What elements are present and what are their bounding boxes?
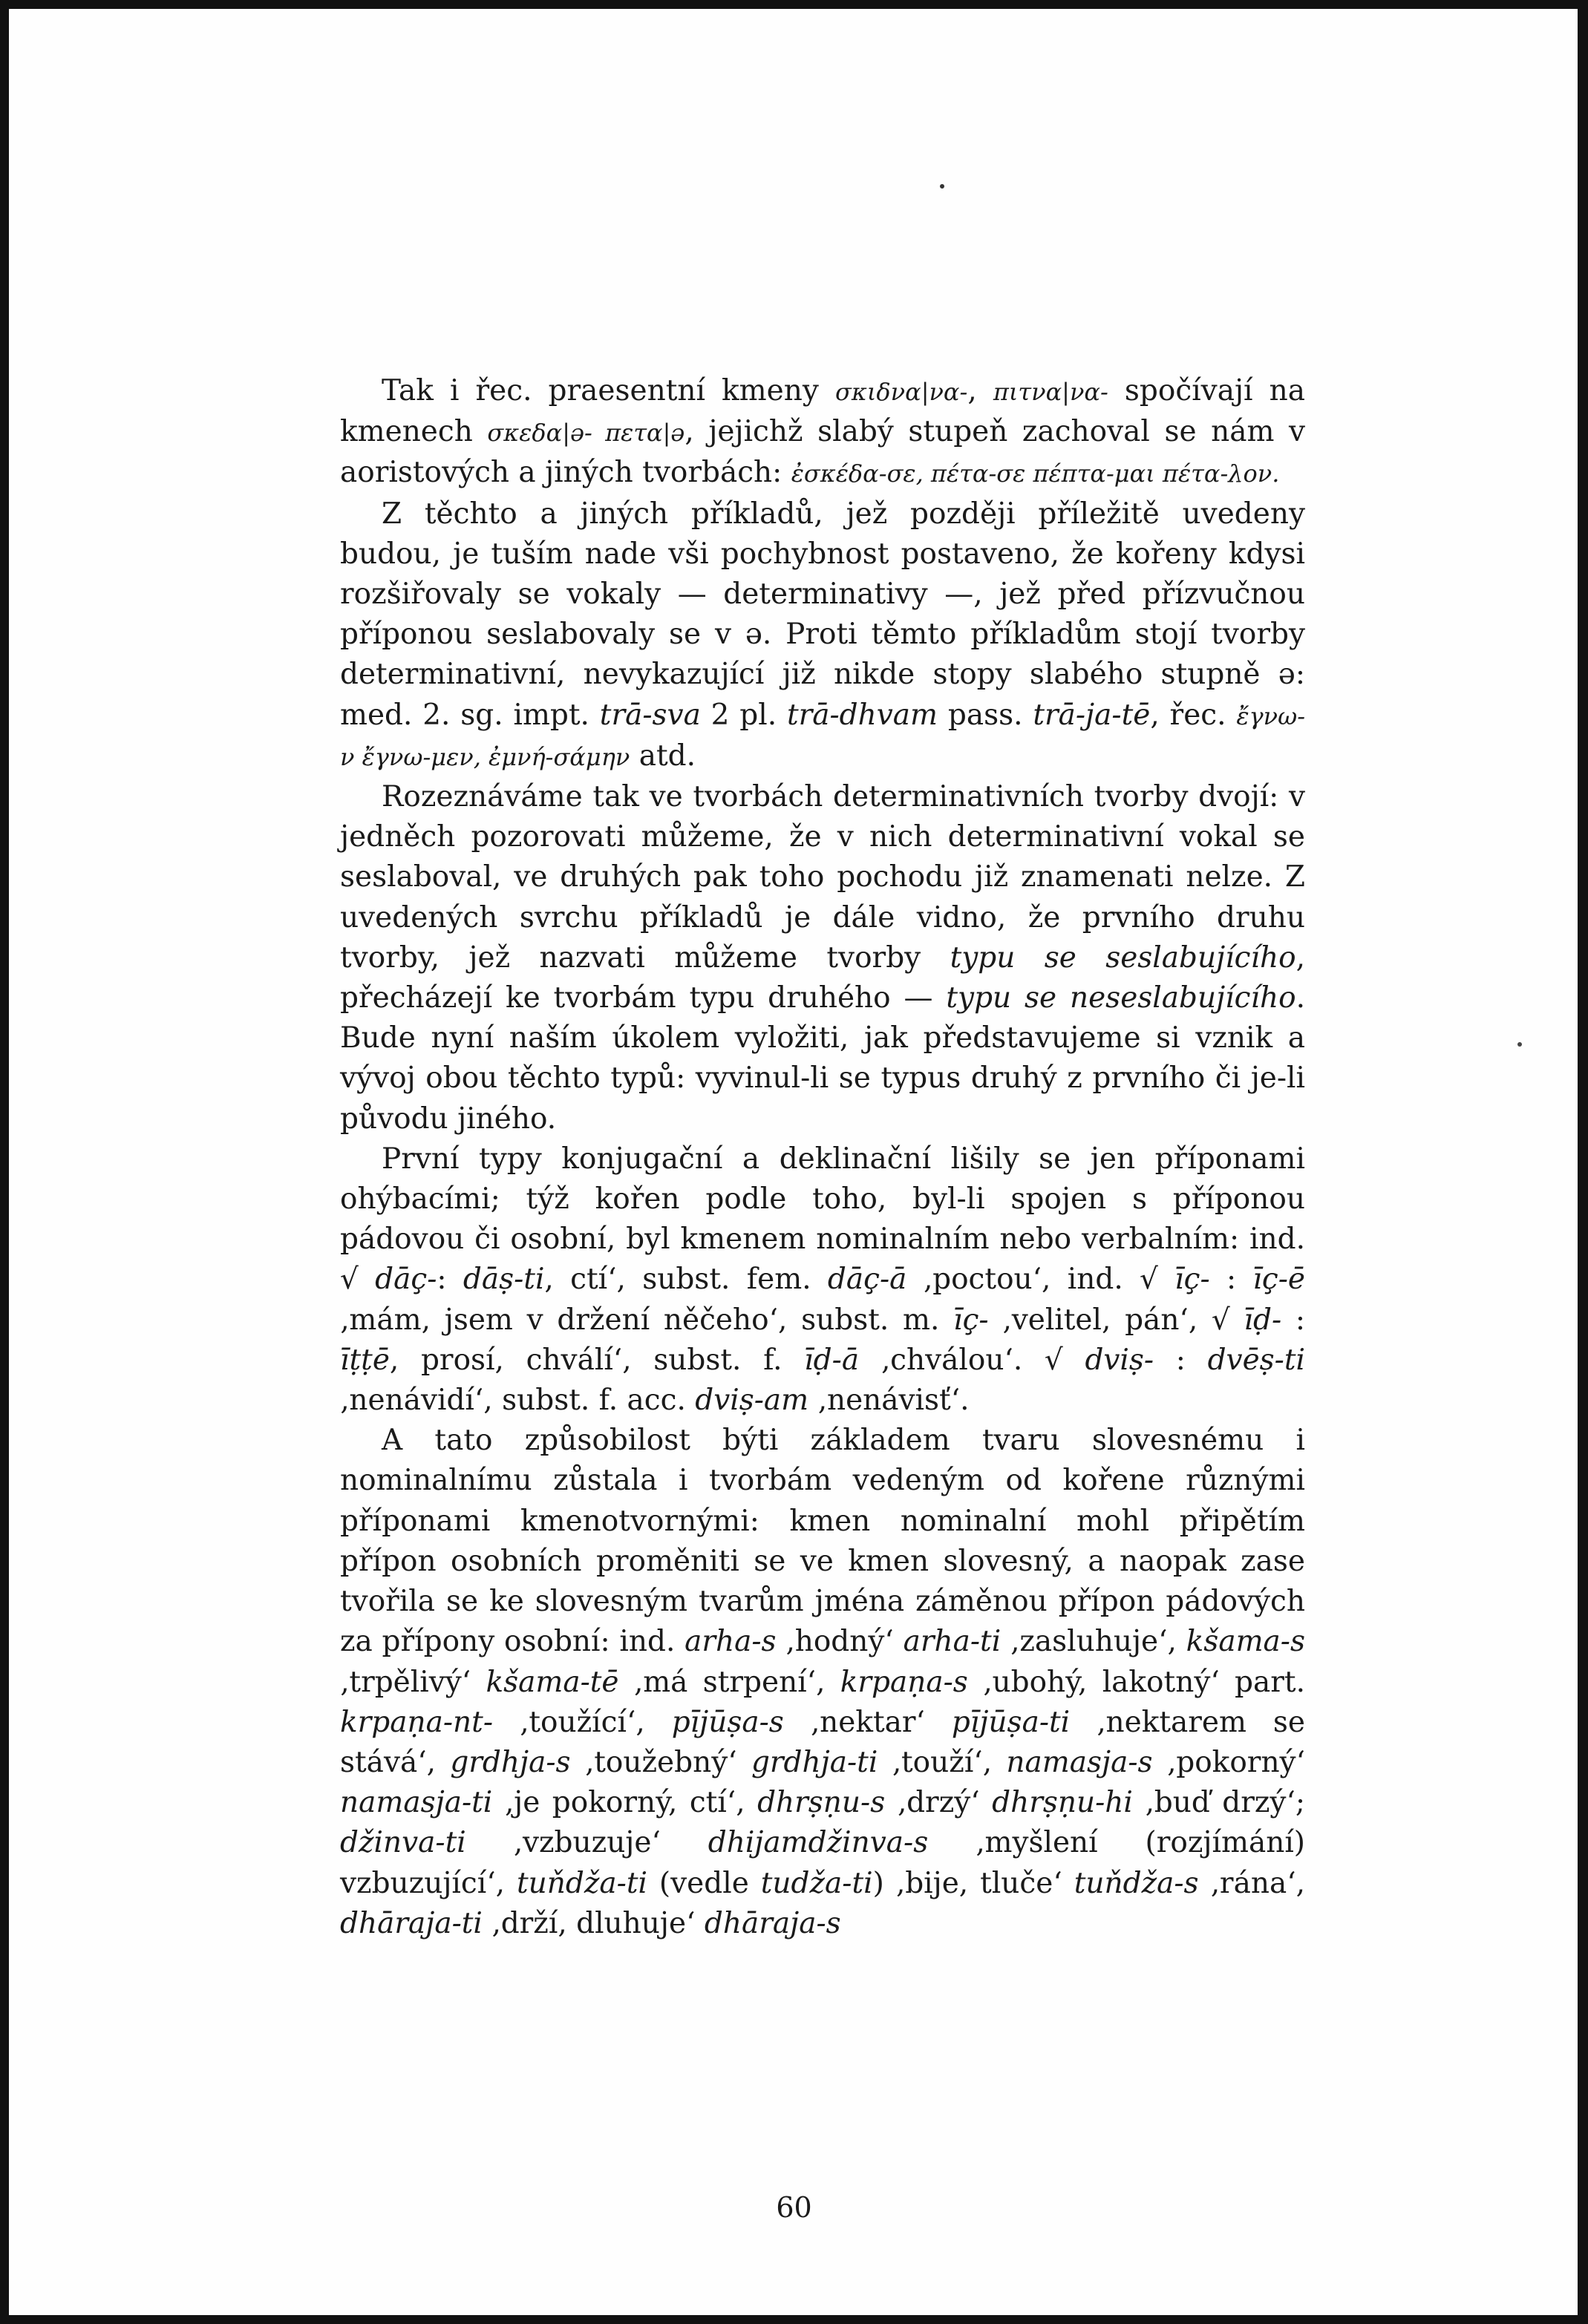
text-run: , (967, 374, 993, 407)
text-run: , přecházejí ke tvorbám typu druhého — (340, 940, 1305, 1015)
italic-text: dhāraja-ti (340, 1906, 483, 1940)
text-run: 2 pl. (700, 698, 787, 732)
text-run: ‚má strpení‘, (618, 1665, 840, 1699)
italic-text: namasja-ti (340, 1786, 493, 1820)
text-run: : (1154, 1343, 1208, 1377)
text-run: pass. (938, 698, 1033, 732)
italic-text: pījūṣa-ti (951, 1705, 1071, 1739)
paragraph (340, 1421, 1305, 1944)
text-run: ‚pokorný‘ (1152, 1745, 1305, 1779)
text-run: ‚touží‘, (878, 1745, 1007, 1779)
italic-text: dhijamdžinva-s (708, 1826, 929, 1860)
italic-text: trā-dhvam (786, 698, 938, 732)
text-run: , řec. (1150, 698, 1237, 732)
text-run: (vedle (647, 1866, 761, 1900)
speck (1517, 1042, 1522, 1047)
paragraph (340, 371, 1305, 494)
text-run: ‚vzbuzuje‘ (465, 1826, 708, 1860)
italic-text: džinva-ti (340, 1826, 466, 1860)
italic-text: tudža-ti (760, 1866, 873, 1900)
italic-text: dhāraja-s (704, 1906, 841, 1940)
text-run: : (1209, 1263, 1253, 1297)
italic-text: tuňdža-ti (516, 1866, 647, 1900)
text-run: ‚hodný‘ (776, 1625, 904, 1659)
text-run: ‚nektar‘ (783, 1705, 952, 1739)
text-run: ‚nenávisť‘. (808, 1384, 970, 1418)
speck (940, 184, 944, 189)
text-run: , ctí‘, subst. fem. (544, 1263, 828, 1297)
paragraph (340, 494, 1305, 777)
text-run: První typy konjugační a deklinační lišily se jen příponami ohýbacími; týž kořen podle toho, byl-li spojen s příponou pádovou či osobní, byl kmenem nominalním nebo verbalním: ind. √ (340, 1142, 1305, 1297)
italic-text: dviṣ-am (695, 1384, 809, 1418)
italic-text: krpaṇa-s (840, 1665, 968, 1699)
greek-text: σκεδα|ə- πετα|ə (487, 419, 685, 448)
text-run: Z těchto a jiných příkladů, jež později příležitě uvedeny budou, je tuším nade vši pochybnost postaveno, že kořeny kdysi rozšiřovaly se vokaly — determinativy —, jež před přízvučnou příponou seslabovaly se v ə. Proti těmto příkladům stojí tvorby determinativní, nevykazující již nikde stopy slabého stupně ə: med. 2. sg. impt. (340, 497, 1305, 732)
italic-text: typu se seslabujícího (950, 940, 1296, 975)
italic-text: īḍ- (1244, 1303, 1282, 1337)
text-run: ‚rána‘, (1198, 1866, 1305, 1900)
text-run: ‚mám, jsem v držení něčeho‘, subst. m. (340, 1303, 954, 1337)
italic-text: dvēṣ-ti (1207, 1343, 1305, 1377)
italic-text: arha-s (684, 1625, 777, 1659)
text-run: atd. (630, 739, 696, 773)
text-run: : (437, 1263, 463, 1297)
text-run: ‚je pokorný, ctí‘, (492, 1786, 758, 1820)
text-run: Tak i řec. praesentní kmeny (382, 374, 835, 407)
italic-text: pījūṣa-s (671, 1705, 784, 1739)
italic-text: trā-sva (599, 698, 701, 732)
text-run: ‚toužící‘, (493, 1705, 672, 1739)
text-run: ‚chválou‘. √ (859, 1343, 1085, 1377)
text-run: ‚nenávidí‘, subst. f. acc. (340, 1384, 696, 1418)
page-number: 60 (776, 2191, 812, 2224)
text-run: ‚ubohý, lakotný‘ part. (967, 1665, 1305, 1699)
italic-text: dāṣ-ti (463, 1263, 545, 1297)
text-run: , jejichž slabý stupeň zachoval se nám v aoristových a jiných tvorbách: (340, 415, 1306, 490)
text-run: ‚buď drzý‘; (1132, 1786, 1305, 1820)
italic-text: dāç- (375, 1263, 437, 1297)
italic-text: arha-ti (903, 1625, 1002, 1659)
text-run: , prosí, chválí‘, subst. f. (389, 1343, 805, 1377)
italic-text: tuňdža-s (1074, 1866, 1199, 1900)
text-run: ‚trpělivý‘ (340, 1665, 486, 1699)
text-run: Rozeznáváme tak ve tvorbách determinativních tvorby dvojí: v jedněch pozorovati můžeme, že v nich determinativní vokal se seslaboval, ve druhých pak toho pochodu již znamenati nelze. Z uvedených svrchu příkladů je dále vidno, že prvního druhu tvorby, jež nazvati můžeme tvorby (340, 780, 1305, 975)
text-run: A tato způsobilost býti základem tvaru slovesnému i nominalnímu zůstala i tvorbám vedeným od kořene různými příponami kmenotvornými: kmen nominalní mohl připětím přípon osobních proměniti se ve kmen slovesný, a naopak zase tvořila se ke slovesným tvarům jména záměnou přípon pádových za přípony osobní: ind. (340, 1424, 1305, 1659)
text-run: spočívají na kmenech (340, 374, 1305, 449)
italic-text: dāç-ā (827, 1263, 907, 1297)
text-run: : (1281, 1303, 1305, 1337)
text-run: ‚zasluhuje‘, (1001, 1625, 1186, 1659)
italic-text: dhrṣṇu-hi (992, 1786, 1133, 1820)
italic-text: krpaṇa-nt- (340, 1705, 494, 1739)
text-run: ) ‚bije, tluče‘ (872, 1866, 1074, 1900)
greek-text: ἔγνω-ν ἔγνω-μεν, ἐμνή-σάμην (340, 701, 1305, 771)
italic-text: grdhja-s (450, 1745, 571, 1779)
italic-text: īç- (1174, 1263, 1210, 1297)
greek-text: πιτνα|να- (993, 378, 1108, 406)
italic-text: trā-ja-tē (1033, 698, 1151, 732)
text-run: ‚toužebný‘ (570, 1745, 751, 1779)
body-text (340, 371, 1305, 1944)
italic-text: dviṣ- (1085, 1343, 1154, 1377)
italic-text: kšama-s (1186, 1625, 1305, 1659)
greek-text: ἐσκέδα-σε, πέτα-σε πέπτα-μαι πέτα-λον. (791, 459, 1280, 488)
paragraph (340, 777, 1305, 1139)
text-run: ‚nektarem se stává‘, (340, 1705, 1305, 1779)
italic-text: namasja-s (1006, 1745, 1153, 1779)
italic-text: dhrṣṇu-s (757, 1786, 886, 1820)
text-run: ‚poctou‘, ind. √ (906, 1263, 1175, 1297)
paragraph (340, 1139, 1305, 1421)
text-run: ‚drzý‘ (885, 1786, 993, 1820)
text-run: ‚drží, dluhuje‘ (482, 1906, 705, 1940)
italic-text: kšama-tē (486, 1665, 619, 1699)
text-run: ‚myšlení (rozjímání) vzbuzující‘, (340, 1826, 1306, 1900)
text-run: . Bude nyní naším úkolem vyložiti, jak představujeme si vznik a vývoj obou těchto typů: vyvinul-li se typus druhý z prvního či je-li původu jiného. (340, 981, 1305, 1136)
text-run: ‚velitel, pán‘, √ (988, 1303, 1244, 1337)
italic-text: īṭṭē (340, 1343, 390, 1377)
greek-text: σκιδνα|να- (834, 378, 968, 406)
italic-text: typu se neseslabujícího (946, 981, 1296, 1015)
italic-text: īḍ-ā (804, 1343, 860, 1377)
italic-text: īç-ē (1252, 1263, 1306, 1297)
italic-text: īç- (953, 1303, 989, 1337)
italic-text: grdhja-ti (751, 1745, 878, 1779)
